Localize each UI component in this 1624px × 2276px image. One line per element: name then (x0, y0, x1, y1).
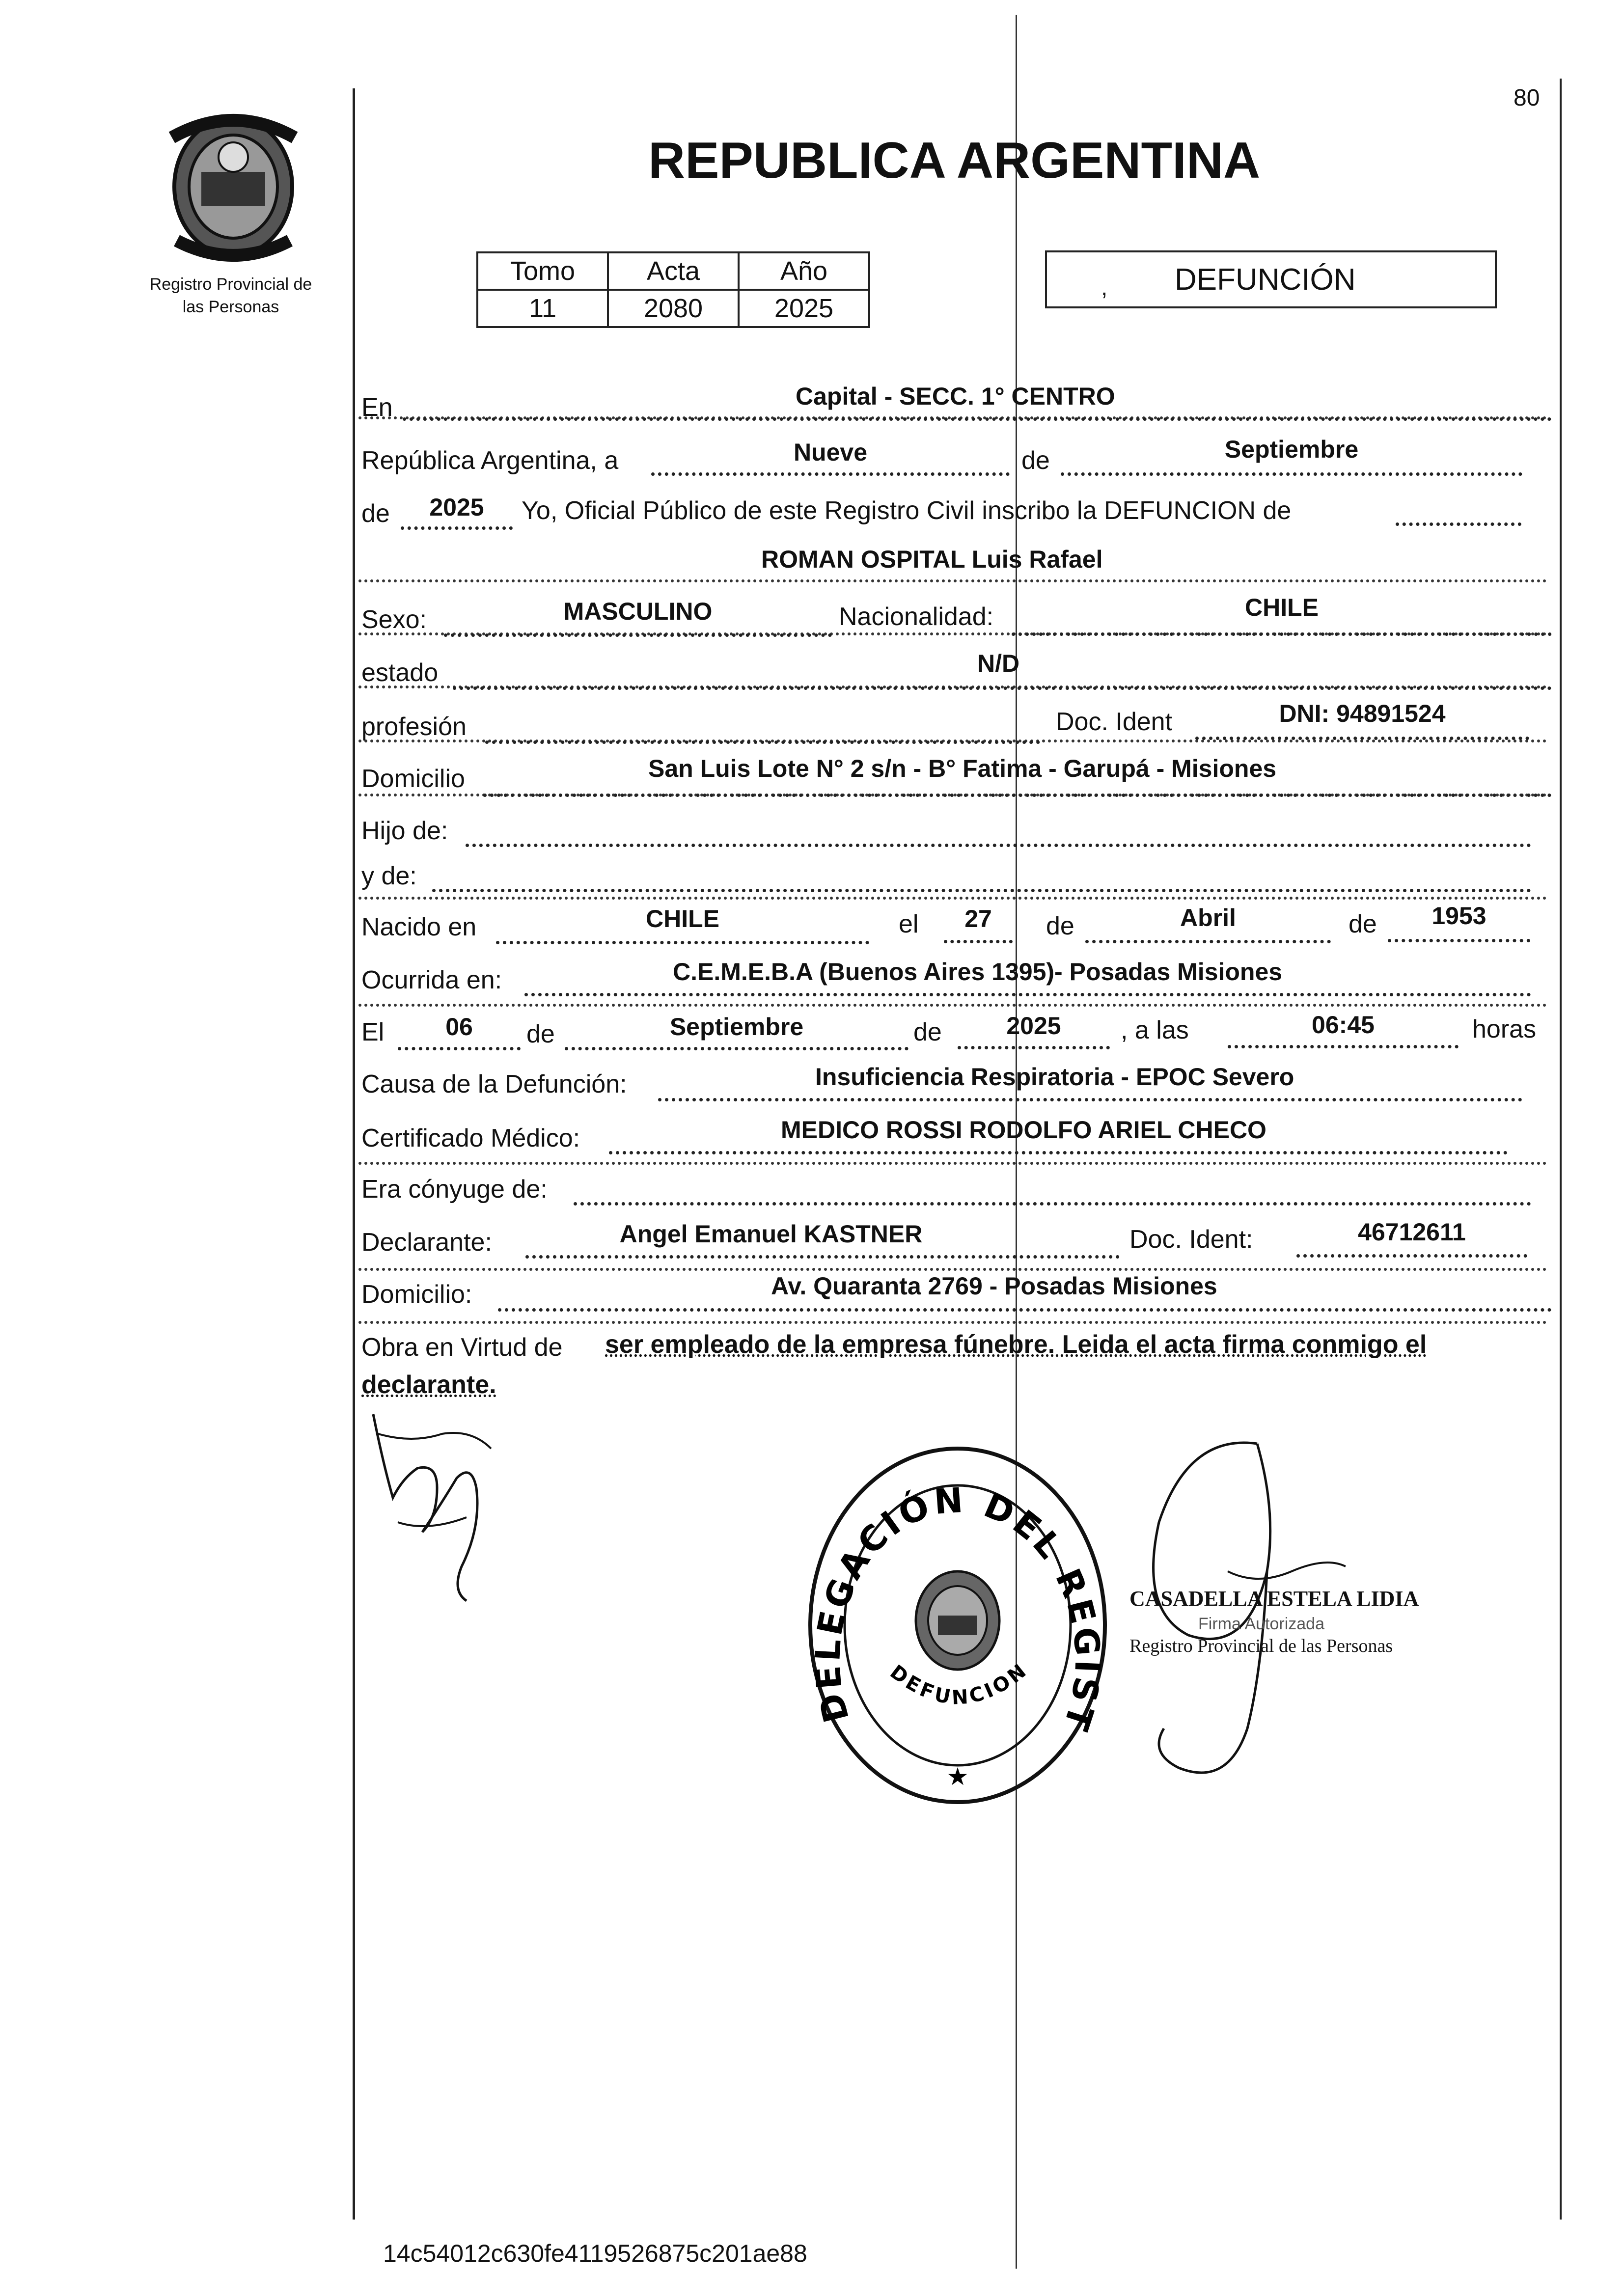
page-number: 80 (1514, 85, 1540, 111)
value-acta: 2080 (608, 290, 739, 327)
value-declarante: Angel Emanuel KASTNER (619, 1220, 923, 1248)
label-en: En (361, 393, 393, 422)
dots-def-dia (398, 1047, 521, 1050)
value-mes: Septiembre (1224, 436, 1359, 463)
signatory-role: Firma Autorizada (1198, 1615, 1324, 1633)
label-el: El (361, 1018, 385, 1046)
row-rule (358, 579, 1547, 582)
header-acta: Acta (608, 252, 739, 290)
row-rule (358, 1268, 1547, 1271)
value-def-mes: Septiembre (669, 1013, 804, 1041)
value-obra-line2: declarante. (361, 1371, 496, 1399)
label-causa: Causa de la Defunción: (361, 1070, 627, 1098)
label-certificado: Certificado Médico: (361, 1124, 580, 1152)
signatory-org: Registro Provincial de las Personas (1129, 1636, 1393, 1656)
seal-star: ★ (946, 1763, 969, 1790)
dots-nac-dia (944, 940, 1013, 943)
value-def-dia: 06 (445, 1013, 473, 1041)
dots-anio (401, 526, 513, 530)
label-declarante: Declarante: (361, 1228, 492, 1257)
label-el-nac: el (899, 910, 919, 938)
dots-estado (453, 686, 1552, 690)
label-de-anio: de (361, 499, 390, 528)
dots-hijo-de (466, 844, 1531, 847)
value-dia: Nueve (793, 439, 868, 466)
official-seal (805, 1444, 1110, 1807)
label-y-de: y de: (361, 862, 417, 890)
label-de-nac-anio: de (1349, 910, 1377, 938)
value-causa: Insuficiencia Respiratoria - EPOC Severo (815, 1063, 1294, 1091)
seal-inner-text: DEFUNCION (885, 1658, 1033, 1709)
dots-nac-anio (1388, 939, 1530, 942)
value-nacionalidad: CHILE (1245, 594, 1319, 621)
right-margin-line (1560, 79, 1562, 2220)
value-doc: DNI: 94891524 (1279, 700, 1446, 727)
value-certificado: MEDICO ROSSI RODOLFO ARIEL CHECO (781, 1116, 1266, 1144)
dots-def-mes (565, 1047, 908, 1050)
label-yo-oficial: Yo, Oficial Público de este Registro Civil inscribo la DEFUNCION de (522, 496, 1292, 525)
record-type-prefix: , (1101, 274, 1108, 301)
value-domicilio: San Luis Lote N° 2 s/n - B° Fatima - Garupá - Misiones (648, 755, 1277, 782)
dots-domicilio2 (498, 1308, 1552, 1312)
dots-doc (1195, 737, 1529, 740)
value-nac-mes: Abril (1180, 904, 1236, 932)
dots-hora (1228, 1045, 1459, 1048)
label-ocurrida-en: Ocurrida en: (361, 966, 502, 994)
value-def-anio: 2025 (1006, 1012, 1061, 1040)
dots-conyuge (574, 1202, 1531, 1206)
dots-sexo (444, 633, 832, 637)
value-sexo: MASCULINO (563, 598, 713, 625)
dots-certificado (609, 1151, 1508, 1154)
dots-en (403, 417, 1552, 421)
dots-nac-mes (1085, 940, 1331, 943)
label-doc-ident: Doc. Ident (1056, 708, 1173, 736)
label-republica: República Argentina, a (361, 446, 619, 475)
label-estado: estado (361, 658, 439, 687)
registry-label-line2: las Personas (182, 298, 279, 316)
province-logo (157, 108, 309, 265)
value-hora: 06:45 (1312, 1011, 1375, 1039)
value-declarante-domicilio: Av. Quaranta 2769 - Posadas Misiones (771, 1272, 1217, 1300)
value-nacido-en: CHILE (646, 905, 719, 932)
signatory-name: CASADELLA ESTELA LIDIA (1129, 1587, 1419, 1611)
left-margin-line (353, 88, 355, 2220)
record-type-box (1045, 250, 1497, 308)
row-rule (358, 897, 1547, 900)
value-declarante-doc: 46712611 (1358, 1218, 1466, 1246)
dots-def-anio (958, 1046, 1110, 1049)
label-obra-en-virtud: Obra en Virtud de (361, 1333, 563, 1362)
label-hijo-de: Hijo de: (361, 817, 448, 845)
declarant-signature (363, 1404, 521, 1611)
dots-doc2 (1296, 1254, 1527, 1258)
value-anio: 2025 (739, 290, 869, 327)
value-nac-dia: 27 (964, 905, 992, 932)
registry-label-line1: Registro Provincial de (149, 275, 312, 294)
label-nacionalidad: Nacionalidad: (839, 603, 994, 631)
dots-nacido-en (496, 941, 869, 944)
value-lugar: Capital - SECC. 1° CENTRO (796, 383, 1115, 410)
row-rule (358, 1162, 1547, 1165)
label-nacido-en: Nacido en (361, 913, 477, 941)
dots-declarante (525, 1255, 1120, 1259)
label-doc-ident2: Doc. Ident: (1129, 1225, 1253, 1254)
dots-y-de (432, 889, 1531, 892)
dots-profesion (485, 740, 1040, 744)
dots-yo (1396, 522, 1521, 526)
label-sexo: Sexo: (361, 605, 427, 634)
label-domicilio: Domicilio (361, 765, 465, 793)
label-profesion: profesión (361, 713, 467, 741)
header-tomo: Tomo (477, 252, 608, 290)
row-rule (358, 1004, 1547, 1007)
value-anio: 2025 (429, 494, 484, 521)
label-de-nac-mes: de (1046, 912, 1074, 940)
dots-causa (658, 1098, 1522, 1101)
label-conyuge: Era cónyuge de: (361, 1175, 548, 1204)
header-anio: Año (739, 252, 869, 290)
document-hash: 14c54012c630fe4119526875c201ae88 (383, 2240, 807, 2267)
value-tomo: 11 (477, 290, 608, 327)
dots-ocurrida (524, 993, 1531, 996)
row-rule (358, 1321, 1547, 1324)
dots-nacionalidad (1012, 632, 1552, 636)
label-horas: horas (1472, 1015, 1537, 1043)
label-domicilio2: Domicilio: (361, 1280, 472, 1309)
value-ocurrida-en: C.E.M.E.B.A (Buenos Aires 1395)- Posadas Misiones (673, 958, 1283, 986)
record-type: DEFUNCIÓN (1175, 263, 1356, 297)
label-de-def-mes: de (526, 1020, 555, 1048)
page-title: REPUBLICA ARGENTINA (648, 132, 1261, 189)
value-obra-line1: ser empleado de la empresa fúnebre. Leida el acta firma conmigo el (605, 1330, 1427, 1359)
dots-domicilio (483, 794, 1552, 797)
value-estado: N/D (977, 650, 1020, 677)
value-nac-anio: 1953 (1431, 902, 1486, 930)
dots-mes (1061, 472, 1522, 476)
record-table (476, 251, 870, 328)
label-de-mes: de (1021, 446, 1050, 475)
label-a-las: , a las (1121, 1016, 1189, 1044)
seal-ring-text: DELEGACIÓN DEL REGIST (807, 1480, 1108, 1738)
value-nombre: ROMAN OSPITAL Luis Rafael (761, 546, 1103, 573)
label-de-def-anio: de (913, 1018, 942, 1046)
dots-dia (651, 472, 1010, 476)
